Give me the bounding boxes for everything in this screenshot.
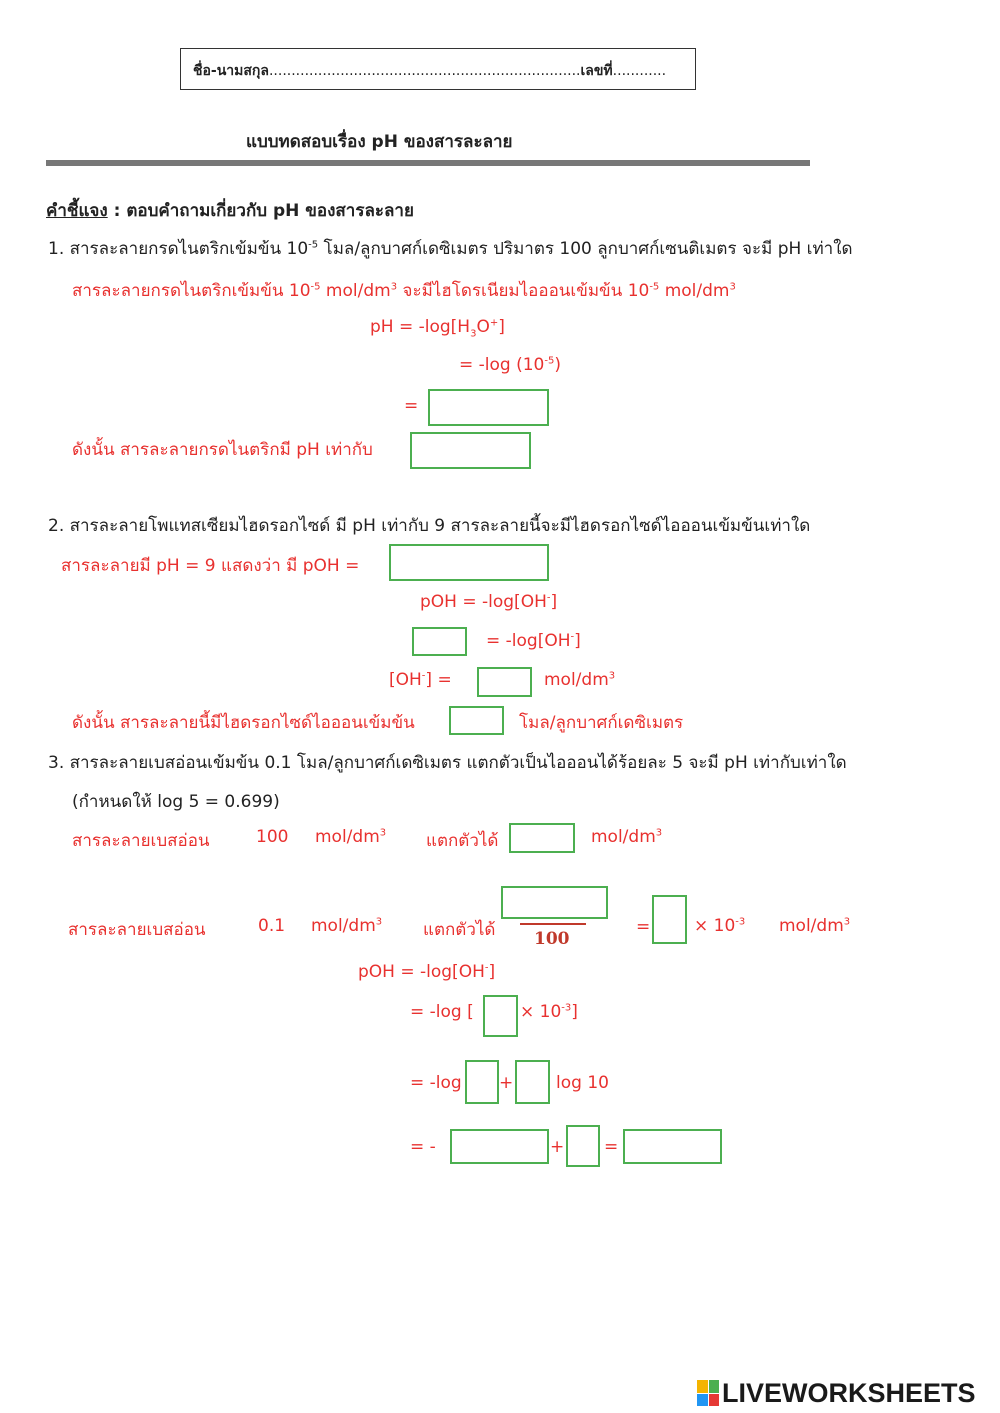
name-field-label: ชื่อ-นามสกุล......................................................................เลขที่............ (193, 63, 667, 79)
instructions: คำชี้แจง : ตอบคำถามเกี่ยวกับ pH ของสารละลาย (46, 201, 414, 221)
q3-row2-power: × $10^{-3}$ (694, 916, 746, 936)
name-number-box (180, 48, 696, 90)
q3-row1-dissociation: แตกตัวได้ (426, 831, 499, 851)
q3-log-a-input[interactable] (467, 1062, 497, 1102)
q3-final-equals: = (604, 1137, 619, 1157)
q2-oh-concentration: [OH-] = (389, 670, 452, 690)
q3-log-coefficient-box[interactable] (483, 995, 518, 1037)
q3-log-coefficient-input[interactable] (485, 997, 516, 1035)
q2-oh-value-input[interactable] (479, 669, 530, 695)
q3-row1-box[interactable] (509, 823, 575, 853)
q2-poh-box[interactable] (389, 544, 549, 581)
q3-final-a-input[interactable] (452, 1131, 547, 1162)
q3-coefficient-box[interactable] (652, 895, 687, 944)
q2-conclusion-unit: โมล/ลูกบาศก์เดซิเมตร (519, 713, 684, 733)
q1-ph-substitution: = -log $(10^{-5})$ (459, 355, 561, 375)
q1-equals: = (404, 396, 419, 416)
question-3: 3. สารละลายเบสอ่อนเข้มข้น 0.1 โมล/ลูกบาศก์เดซิเมตร แตกตัวเป็นไอออนได้ร้อยละ 5 จะมี pH เท่ากับเท่าใด (48, 753, 847, 773)
q1-ph-formula: pH = $-\log[H_3O^+]$ (370, 317, 505, 340)
q1-answer-line: สารละลายกรดไนตริกเข้มข้น $10^{-5}$ mol/$dm^3$ จะมีไฮโดรเนียมไอออนเข้มข้น $10^{-5}$ mol/$dm^3$ (72, 281, 736, 301)
q3-row2-unit2: mol/$dm^3$ (779, 916, 851, 936)
q3-plus-2: + (550, 1137, 565, 1157)
liveworksheets-logo-icon (697, 1380, 719, 1406)
q3-poh-formula: pOH = -log[OH-] (358, 962, 496, 982)
q2-poh-input[interactable] (391, 546, 547, 579)
q3-row2-dissociation: แตกตัวได้ (423, 920, 496, 940)
q3-log-split: = -log (410, 1073, 462, 1093)
q2-poh-value-input[interactable] (414, 629, 465, 654)
q2-oh-value-box[interactable] (477, 667, 532, 697)
liveworksheets-logo (697, 1378, 976, 1408)
q3-row1-input[interactable] (511, 825, 573, 851)
question-3-hint: (กำหนดให้ log 5 = 0.699) (72, 792, 280, 812)
brand-name: LIVEWORKSHEETS (722, 1377, 976, 1408)
page-title: แบบทดสอบเรื่อง pH ของสารละลาย (246, 132, 513, 152)
q3-log-a-box[interactable] (465, 1060, 499, 1104)
q3-row1-unit: mol/$dm^3$ (315, 827, 387, 847)
question-2: 2. สารละลายโพแทสเซียมไฮดรอกไซด์ มี pH เท่ากับ 9 สารละลายนี้จะมีไฮดรอกไซด์ไอออนเข้มข้นเท่าใด (48, 516, 811, 536)
q3-numerator-input[interactable] (503, 888, 606, 917)
q3-final-b-box[interactable] (566, 1125, 600, 1167)
q2-final-box[interactable] (449, 706, 504, 735)
q3-final-b-input[interactable] (568, 1127, 598, 1165)
q1-final-ph-box[interactable] (410, 432, 531, 469)
q3-final-expression: = - (410, 1137, 436, 1157)
q2-poh-statement: สารละลายมี pH = 9 แสดงว่า มี pOH = (61, 556, 360, 576)
q2-poh-substitution: = -log[OH-] (486, 631, 581, 651)
q1-final-ph-input[interactable] (412, 434, 529, 467)
q1-ph-value-input[interactable] (430, 391, 547, 424)
q3-denominator: 100 (534, 929, 570, 949)
q2-oh-unit: mol/$dm^3$ (544, 670, 616, 690)
q3-numerator-box[interactable] (501, 886, 608, 919)
q3-row2-label: สารละลายเบสอ่อน (68, 920, 206, 940)
q2-poh-formula: pOH = -log[OH-] (420, 592, 558, 612)
q2-poh-value-box[interactable] (412, 627, 467, 656)
q3-row1-value: 100 (256, 827, 289, 847)
question-1: 1. สารละลายกรดไนตริกเข้มข้น $10^{-5}$ โมล/ลูกบาศก์เดซิเมตร ปริมาตร 100 ลูกบาศก์เซนติเมตร จะมี pH เท่าใด (48, 239, 853, 259)
q3-log-power: × $10^{-3}$] (520, 1002, 578, 1022)
q3-answer-box[interactable] (623, 1129, 722, 1164)
q2-final-input[interactable] (451, 708, 502, 733)
q2-conclusion: ดังนั้น สารละลายนี้มีไฮดรอกไซด์ไอออนเข้มข้น (72, 713, 415, 733)
q3-row1-label: สารละลายเบสอ่อน (72, 831, 210, 851)
q3-log-b-input[interactable] (517, 1062, 548, 1102)
q3-coefficient-input[interactable] (654, 897, 685, 942)
q3-row1-unit2: mol/$dm^3$ (591, 827, 663, 847)
q3-row2-equals: = (636, 917, 651, 937)
q3-log10: log 10 (556, 1073, 609, 1093)
q3-final-a-box[interactable] (450, 1129, 549, 1164)
q3-row2-unit: mol/$dm^3$ (311, 916, 383, 936)
q3-row2-value: 0.1 (258, 916, 286, 936)
q3-log-b-box[interactable] (515, 1060, 550, 1104)
q3-answer-input[interactable] (625, 1131, 720, 1162)
q1-conclusion: ดังนั้น สารละลายกรดไนตริกมี pH เท่ากับ (72, 440, 373, 460)
title-divider (46, 160, 810, 166)
fraction-line (520, 923, 586, 925)
q1-ph-value-box[interactable] (428, 389, 549, 426)
q3-log-expression: = -log [ (410, 1002, 474, 1022)
q3-plus-1: + (499, 1073, 514, 1093)
